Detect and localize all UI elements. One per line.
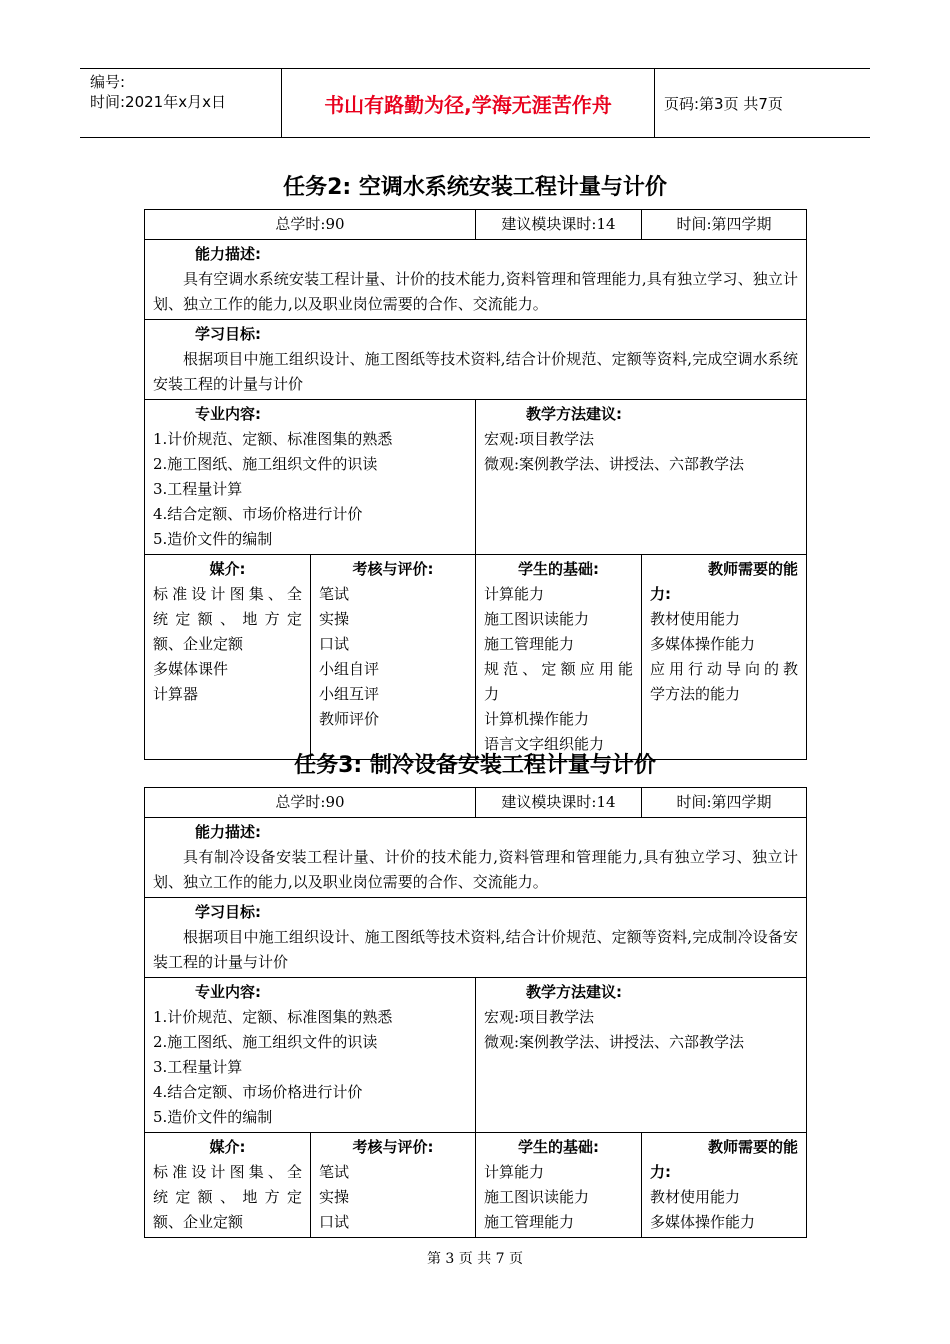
task2-term: 时间:第四学期: [642, 210, 807, 240]
task2-content-row: [145, 400, 807, 555]
list-item: 2.施工图纸、施工组织文件的识读: [153, 455, 378, 473]
list-item: 力: [484, 685, 500, 703]
list-item: 4.结合定额、市场价格进行计价: [153, 505, 363, 523]
task2-base-heading: 学生的基础:: [518, 560, 599, 578]
list-item: 计算能力: [484, 585, 545, 603]
list-item: 3.工程量计算: [153, 1058, 243, 1076]
list-item: 学方法的能力: [650, 685, 741, 703]
list-item: 多媒体课件: [153, 660, 229, 678]
task2-goal-text: 根据项目中施工组织设计、施工图纸等技术资料,结合计价规范、定额等资料,完成空调水系统安装工程的计量与计价: [153, 350, 798, 393]
task3-module-hours: 建议模块课时:14: [476, 788, 642, 818]
task3-table: [144, 787, 807, 1238]
task3-goal-row: [145, 898, 807, 978]
task3-method-heading: 教学方法建议:: [526, 983, 622, 1001]
list-item: 2.施工图纸、施工组织文件的识读: [153, 1033, 378, 1051]
list-item: 1.计价规范、定额、标准图集的熟悉: [153, 430, 393, 448]
task3-goal-text: 根据项目中施工组织设计、施工图纸等技术资料,结合计价规范、定额等资料,完成制冷设备安装工程的计量与计价: [153, 928, 798, 971]
task2-meta-row: [145, 210, 807, 240]
list-item: 宏观:项目教学法: [484, 430, 595, 448]
list-item: 额、企业定额: [153, 635, 244, 653]
list-item: 实操: [319, 1188, 350, 1206]
list-item: 5.造价文件的编制: [153, 1108, 273, 1126]
header-left-cell: [80, 69, 282, 137]
list-item: 小组互评: [319, 685, 380, 703]
document-number-label: 编号:: [90, 73, 126, 91]
list-item: 4.结合定额、市场价格进行计价: [153, 1083, 363, 1101]
task3-teacher-heading: 教师需要的能: [707, 1138, 798, 1156]
task3-content-heading: 专业内容:: [195, 983, 261, 1001]
task3-content-row: [145, 978, 807, 1133]
task2-content-heading: 专业内容:: [195, 405, 261, 423]
list-item: 1.计价规范、定额、标准图集的熟悉: [153, 1008, 393, 1026]
task3-ability-row: [145, 818, 807, 898]
page-header: [80, 68, 870, 138]
task3-assess-heading: 考核与评价:: [352, 1138, 434, 1156]
header-page-label: 页码:第3页 共7页: [664, 94, 783, 113]
list-item: 宏观:项目教学法: [484, 1008, 595, 1026]
task2-module-hours: 建议模块课时:14: [476, 210, 642, 240]
list-item: 微观:案例教学法、讲授法、六部教学法: [484, 1033, 745, 1051]
task2-assess-heading: 考核与评价:: [352, 560, 434, 578]
list-item: 教师评价: [319, 710, 380, 728]
task2-ability-heading: 能力描述:: [195, 245, 261, 263]
list-item: 多媒体操作能力: [650, 635, 756, 653]
list-item: 统定额、地方定: [153, 610, 302, 628]
task3-title: 任务3: 制冷设备安装工程计量与计价: [294, 753, 656, 778]
list-item: 施工管理能力: [484, 1213, 575, 1231]
page-footer: 第 3 页 共 7 页: [426, 1251, 524, 1267]
list-item: 统定额、地方定: [153, 1188, 302, 1206]
task3-meta-row: [145, 788, 807, 818]
list-item: 5.造价文件的编制: [153, 530, 273, 548]
task2-ability-text: 具有空调水系统安装工程计量、计价的技术能力,资料管理和管理能力,具有独立学习、独立计划、独立工作的能力,以及职业岗位需要的合作、交流能力。: [153, 270, 798, 313]
list-item: 力:: [650, 585, 671, 603]
task2-title: 任务2: 空调水系统安装工程计量与计价: [283, 175, 667, 200]
task2-ability-row: [145, 240, 807, 320]
task2-total-hours: 总学时:90: [145, 210, 476, 240]
list-item: 3.工程量计算: [153, 480, 243, 498]
list-item: 标准设计图集、全: [153, 585, 302, 603]
task3-ability-heading: 能力描述:: [195, 823, 261, 841]
task2-method-heading: 教学方法建议:: [526, 405, 622, 423]
list-item: 计算机操作能力: [484, 710, 590, 728]
list-item: 笔试: [319, 585, 350, 603]
task3-detail-row: [145, 1133, 807, 1238]
task2-media-heading: 媒介:: [209, 560, 246, 578]
task3-ability-text: 具有制冷设备安装工程计量、计价的技术能力,资料管理和管理能力,具有独立学习、独立计划、独立工作的能力,以及职业岗位需要的合作、交流能力。: [153, 848, 798, 891]
list-item: 语言文字组织能力: [484, 735, 605, 753]
task3-media-heading: 媒介:: [209, 1138, 246, 1156]
task3-term: 时间:第四学期: [642, 788, 807, 818]
list-item: 实操: [319, 610, 350, 628]
task3-total-hours: 总学时:90: [145, 788, 476, 818]
list-item: 施工图识读能力: [484, 1188, 590, 1206]
task3-base-heading: 学生的基础:: [518, 1138, 599, 1156]
task3-goal-heading: 学习目标:: [195, 903, 261, 921]
list-item: 标准设计图集、全: [153, 1163, 302, 1181]
header-motto: 书山有路勤为径,学海无涯苦作舟: [282, 69, 655, 137]
date-label: 时间:2021年x月x日: [90, 93, 226, 111]
list-item: 施工图识读能力: [484, 610, 590, 628]
list-item: 应用行动导向的教: [650, 660, 798, 678]
list-item: 微观:案例教学法、讲授法、六部教学法: [484, 455, 745, 473]
task2-table: [144, 209, 807, 760]
list-item: 计算器: [153, 685, 199, 703]
list-item: 笔试: [319, 1163, 350, 1181]
list-item: 教材使用能力: [650, 610, 741, 628]
task2-teacher-heading: 教师需要的能: [707, 560, 798, 578]
list-item: 小组自评: [319, 660, 380, 678]
task2-goal-row: [145, 320, 807, 400]
list-item: 多媒体操作能力: [650, 1213, 756, 1231]
list-item: 教材使用能力: [650, 1188, 741, 1206]
list-item: 规范、定额应用能: [484, 660, 633, 678]
list-item: 额、企业定额: [153, 1213, 244, 1231]
list-item: 口试: [319, 1213, 350, 1231]
task2-detail-row: [145, 555, 807, 760]
list-item: 施工管理能力: [484, 635, 575, 653]
list-item: 力:: [650, 1163, 671, 1181]
list-item: 计算能力: [484, 1163, 545, 1181]
list-item: 口试: [319, 635, 350, 653]
task2-goal-heading: 学习目标:: [195, 325, 261, 343]
